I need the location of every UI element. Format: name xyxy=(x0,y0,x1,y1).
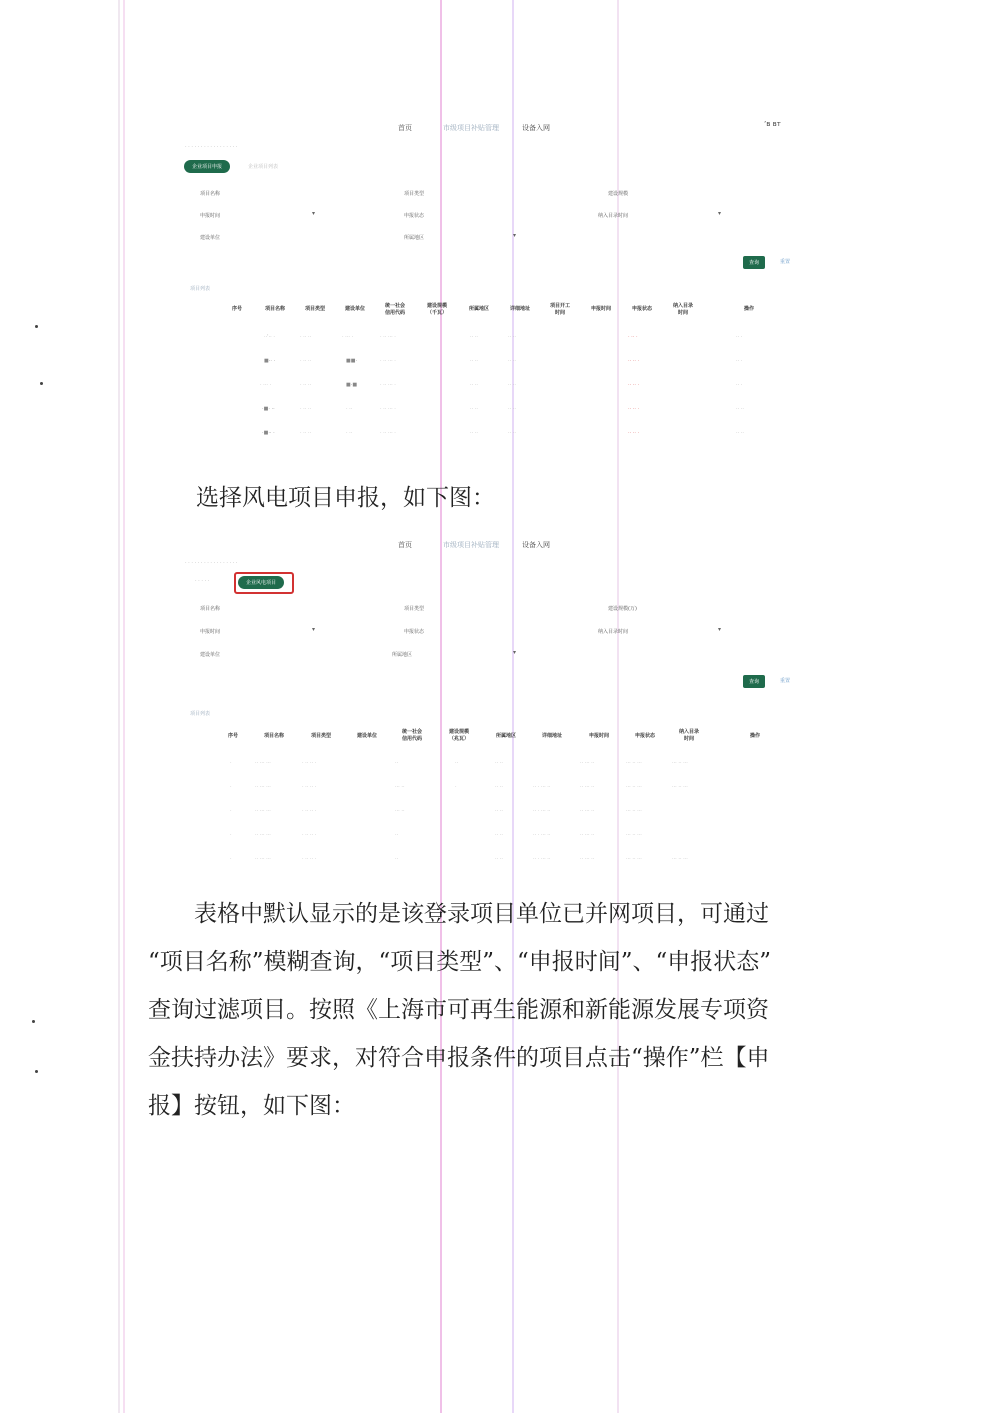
cell[interactable]: ·· ·· xyxy=(736,430,744,436)
cell: · ·· · xyxy=(628,334,638,340)
cell[interactable]: ·· · xyxy=(736,358,743,364)
label-catalog-time: 纳入目录时间 xyxy=(598,629,629,635)
cell: ··· ·· ··· xyxy=(672,856,688,862)
label-catalog-time: 纳入目录时间 xyxy=(598,213,629,219)
th: 纳入目录 时间 xyxy=(672,303,693,316)
cell: ·· ·· · xyxy=(628,358,640,364)
th: 详细地址 xyxy=(541,733,562,739)
cell: ·· ·· xyxy=(470,430,478,436)
nav-home[interactable]: 首页 xyxy=(398,541,412,549)
th: 项目类型 xyxy=(310,733,331,739)
cell: ·· ·· xyxy=(495,808,503,814)
cell: ··· ·· ··· xyxy=(626,784,642,790)
paragraph-line: 报】按钮，如下图： xyxy=(148,1093,355,1119)
cell: · xyxy=(230,832,232,838)
label-build-unit: 建设单位 xyxy=(200,235,221,241)
cell: ··· ·· ··· xyxy=(626,832,642,838)
th: 申报状态 xyxy=(631,306,652,312)
cell: · ·· ·· xyxy=(300,358,312,364)
reset-button[interactable]: 重置 xyxy=(780,259,791,265)
th: 建设规模 （兆瓦） xyxy=(448,729,469,742)
cell: ··'·· · xyxy=(264,334,275,340)
th: 项目名称 xyxy=(263,733,284,739)
label-declare-time: 申报时间 xyxy=(200,629,221,635)
th: 申报时间 xyxy=(590,306,611,312)
cell: ·· ··· ·· xyxy=(580,808,595,814)
cell: ·· ·· xyxy=(495,784,503,790)
th: 建设单位 xyxy=(344,306,365,312)
cell: · ·· xyxy=(346,430,353,436)
cell: ·■· ·· xyxy=(262,406,275,412)
cell: · ·· ·· · xyxy=(302,760,317,766)
cell: · xyxy=(455,784,457,790)
search-button[interactable]: 查询 xyxy=(743,675,765,688)
chevron-down-icon[interactable]: ▾ xyxy=(513,232,517,239)
screenshot-2 xyxy=(0,530,1000,870)
nav-subsidy[interactable]: 市级项目补贴管理 xyxy=(443,124,499,132)
cell: · ·· ·· xyxy=(300,406,312,412)
scan-dot xyxy=(35,1070,38,1073)
th: 纳入目录 时间 xyxy=(678,729,699,742)
cell: ·· ·· xyxy=(508,334,516,340)
th: 统一社会 信用代码 xyxy=(401,729,422,742)
chevron-down-icon[interactable]: ▾ xyxy=(513,649,517,656)
th: 统一社会 信用代码 xyxy=(384,303,405,316)
cell: ·· ··· ··· xyxy=(255,856,271,862)
cell: ··· ·· ··· xyxy=(626,856,642,862)
cell: ··· ·· ··· xyxy=(672,760,688,766)
breadcrumb: · · · · · · · · · · · · · · · · · xyxy=(185,144,238,150)
cell: · ·· ·· xyxy=(300,430,312,436)
cell: ·· · ··· ·· xyxy=(533,856,551,862)
cell: · ·· ··· · xyxy=(380,430,396,436)
label-scale: 建设规模(万) xyxy=(608,606,637,612)
cell: ·· ··· ··· xyxy=(255,832,271,838)
th: 申报时间 xyxy=(588,733,609,739)
label-build-unit: 建设单位 xyxy=(200,652,221,658)
cell: · ·· ··· · xyxy=(380,382,396,388)
th: 序号 xyxy=(231,306,242,312)
cell: ·· ·· · xyxy=(628,430,640,436)
nav-device[interactable]: 设备入网 xyxy=(522,124,550,132)
nav-device[interactable]: 设备入网 xyxy=(522,541,550,549)
cell: ·· · ··· ·· xyxy=(533,784,551,790)
cell: ·· ·· xyxy=(470,406,478,412)
chevron-down-icon[interactable]: ▾ xyxy=(718,626,722,633)
cell: ·· xyxy=(395,760,399,766)
cell: · ·· ·· xyxy=(300,334,312,340)
cell: ·· ··· ··· xyxy=(255,784,271,790)
cell: · ··· · xyxy=(342,334,354,340)
label-project-type: 项目类型 xyxy=(404,606,425,612)
chevron-down-icon[interactable]: ▾ xyxy=(718,210,722,217)
th: 项目名称 xyxy=(264,306,285,312)
tab-inactive[interactable]: · · · · · xyxy=(195,578,210,584)
cell: ·· ·· · xyxy=(628,406,640,412)
label-project-name: 项目名称 xyxy=(200,606,221,612)
cell[interactable]: ·· · xyxy=(736,382,743,388)
cell: ··· ·· xyxy=(395,784,405,790)
cell: ·· ··· ·· xyxy=(580,856,595,862)
search-button[interactable]: 查询 xyxy=(743,256,765,269)
cell: ·· ·· · xyxy=(628,382,640,388)
cell: ·· ·· xyxy=(508,358,516,364)
cell: ·· xyxy=(395,832,399,838)
chevron-down-icon[interactable]: ▾ xyxy=(312,626,316,633)
cell: ■·· · xyxy=(264,358,276,364)
label-project-name: 项目名称 xyxy=(200,191,221,197)
nav-subsidy[interactable]: 市级项目补贴管理 xyxy=(443,541,499,549)
cell: · ·· ·· · xyxy=(302,784,317,790)
label-declare-status: 申报状态 xyxy=(404,629,425,635)
cell[interactable]: ·· · xyxy=(736,334,743,340)
th: 项目类型 xyxy=(304,306,325,312)
cell: ·· ·· xyxy=(470,334,478,340)
cell: ·· ·· xyxy=(508,430,516,436)
cell: ··· ·· ··· xyxy=(626,808,642,814)
cell: ··· ·· xyxy=(395,808,405,814)
cell: ·· · ··· ·· xyxy=(533,808,551,814)
tab-project-list[interactable]: 企业项目列表 xyxy=(248,164,279,170)
cell: ·· ·· xyxy=(495,832,503,838)
cell: · xyxy=(230,784,232,790)
cell: ·· ·· xyxy=(495,856,503,862)
cell: ·· ·· xyxy=(508,382,516,388)
screenshot-1 xyxy=(0,110,1000,450)
th: 建设规模 （千瓦） xyxy=(426,303,447,316)
paragraph-line: 查询过滤项目。按照《上海市可再生能源和新能源发展专项资 xyxy=(148,997,769,1023)
cell: ·· ··· ·· xyxy=(580,784,595,790)
cell: ·· xyxy=(395,856,399,862)
th: 建设单位 xyxy=(356,733,377,739)
cell: ·· ·· xyxy=(470,358,478,364)
tab-wind-project[interactable]: 企业风电项目 xyxy=(238,576,284,589)
cell: ·· ·· xyxy=(508,406,516,412)
label-project-type: 项目类型 xyxy=(404,191,425,197)
label-area: 所属地区 xyxy=(392,652,413,658)
user-info[interactable]: ’в вт xyxy=(764,120,781,128)
breadcrumb: · · · · · · · · · · · · · · · · · xyxy=(185,560,238,566)
th: 所属地区 xyxy=(495,733,516,739)
th: 项目开工 时间 xyxy=(549,303,570,316)
cell: ·· xyxy=(455,760,459,766)
cell: ■·■ xyxy=(346,382,358,388)
label-declare-time: 申报时间 xyxy=(200,213,221,219)
chevron-down-icon[interactable]: ▾ xyxy=(312,210,316,217)
th: 序号 xyxy=(227,733,238,739)
list-label: 项目列表 xyxy=(190,711,211,717)
cell[interactable]: ·· ·· xyxy=(736,406,744,412)
cell: ·· ··· ·· xyxy=(580,832,595,838)
th: 申报状态 xyxy=(634,733,655,739)
paragraph-line: 表格中默认显示的是该登录项目单位已并网项目，可通过 xyxy=(148,901,769,927)
cell: · xyxy=(230,856,232,862)
cell: ·· ··· ··· xyxy=(255,760,271,766)
cell: ·· ··· ·· xyxy=(580,760,595,766)
caption-1: 选择风电项目申报，如下图： xyxy=(196,485,495,511)
cell: ■■· xyxy=(346,358,358,364)
th: 操作 xyxy=(749,733,760,739)
th: 详细地址 xyxy=(509,306,530,312)
cell: · ·· ·· · xyxy=(302,856,317,862)
th: 所属地区 xyxy=(468,306,489,312)
cell: · xyxy=(230,808,232,814)
cell: ·■·· · xyxy=(262,430,275,436)
tab-project-declare[interactable]: 企业项目申报 xyxy=(184,160,230,173)
cell: ·· · ··· ·· xyxy=(533,832,551,838)
reset-button[interactable]: 重置 xyxy=(780,678,791,684)
cell: ·· ·· xyxy=(470,382,478,388)
highlight-box xyxy=(234,572,294,594)
list-label: 项目列表 xyxy=(190,286,211,292)
label-area: 所属地区 xyxy=(404,235,425,241)
cell: ··· ·· ··· xyxy=(626,760,642,766)
cell: ··· ·· ··· xyxy=(672,784,688,790)
scan-dot xyxy=(32,1020,35,1023)
label-scale: 建设规模 xyxy=(608,191,629,197)
cell: · ·· ·· · xyxy=(302,808,317,814)
cell: ·· ··· ··· xyxy=(255,808,271,814)
cell: · ··· · xyxy=(260,382,272,388)
cell: · ·· ··· · xyxy=(380,334,396,340)
cell: ·· ·· xyxy=(495,760,503,766)
cell: · xyxy=(230,760,232,766)
nav-home[interactable]: 首页 xyxy=(398,124,412,132)
cell: · ·· ·· xyxy=(300,382,312,388)
cell: · ·· xyxy=(346,406,353,412)
cell: · ·· ··· · xyxy=(380,358,396,364)
cell: · ·· ··· · xyxy=(380,406,396,412)
cell: · ·· ·· · xyxy=(302,832,317,838)
paragraph-line: 金扶持办法》要求，对符合申报条件的项目点击“操作”栏【申 xyxy=(148,1045,770,1071)
paragraph-line: “项目名称”模糊查询，“项目类型”、“申报时间”、“申报状态” xyxy=(148,949,772,975)
label-declare-status: 申报状态 xyxy=(404,213,425,219)
th: 操作 xyxy=(743,306,754,312)
